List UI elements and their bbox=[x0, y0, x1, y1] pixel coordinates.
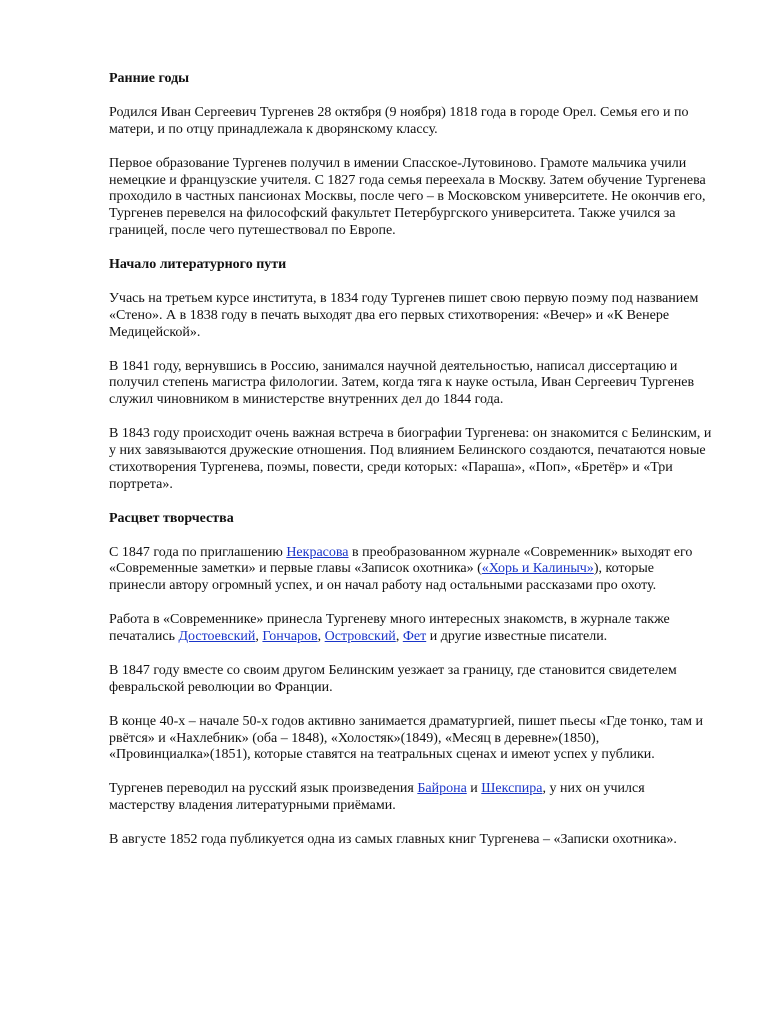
paragraph: В 1847 году вместе со своим другом Белинским уезжает за границу, где становится свидетелем февральской революции во Франции. bbox=[109, 662, 677, 695]
text-run: в преобразованном журнале «Современник» выходят его «Современные заметки» и первые главы «Записок охотника» ( bbox=[109, 544, 693, 577]
link-ostrovsky[interactable]: Островский bbox=[324, 629, 396, 645]
section-heading-early-years: Ранние годы bbox=[109, 71, 190, 86]
document-body bbox=[109, 71, 712, 866]
paragraph bbox=[109, 545, 712, 596]
text-run: , bbox=[395, 629, 403, 645]
link-shakespeare[interactable]: Шекспира bbox=[481, 781, 543, 797]
section-heading-literary-start: Начало литературного пути bbox=[109, 257, 287, 273]
section-heading-heyday: Расцвет творчества bbox=[109, 510, 234, 526]
link-byron[interactable]: Байрона bbox=[417, 781, 467, 797]
paragraph: В августе 1852 года публикуется одна из самых главных книг Тургенева – «Записки охотника». bbox=[109, 831, 677, 847]
link-dostoevsky[interactable]: Достоевский bbox=[178, 629, 256, 645]
text-run: Работа в «Современнике» принесла Тургеневу много интересных знакомств, в журнале также печатались bbox=[109, 612, 670, 645]
paragraph: Родился Иван Сергеевич Тургенев 28 октября (9 ноября) 1818 года в городе Орел. Семья его и по матери, и по отцу принадлежала к дворянскому классу. bbox=[109, 104, 689, 137]
text-run: и другие известные писатели. bbox=[426, 629, 608, 645]
paragraph: Учась на третьем курсе института, в 1834 году Тургенев пишет свою первую поэму под названием «Стено». А в 1838 году в печать выходят два его первых стихотворения: «Вечер» и «К Венере Медицейской». bbox=[109, 290, 699, 340]
text-run: ), которые принесли автору огромный успех, и он начал работу над остальными рассказами про охоту. bbox=[109, 561, 657, 594]
paragraph: В конце 40-х – начале 50-х годов активно занимается драматургией, пишет пьесы «Где тонко, там и рвётся» и «Нахлебник» (оба – 1848), «Холостяк»(1849), «Месяц в деревне»(1850), «Провинциалка»(1851), которые ставятся на театральных сценах и имеют успех у публики. bbox=[109, 713, 704, 763]
text-run: Тургенев переводил на русский язык произведения bbox=[109, 781, 418, 797]
text-run: , у них он учился мастерству владения литературными приёмами. bbox=[109, 781, 645, 814]
text-run: , bbox=[255, 629, 263, 645]
link-fet[interactable]: Фет bbox=[402, 629, 427, 645]
link-nekrasov[interactable]: Некрасова bbox=[286, 544, 349, 560]
paragraph: Первое образование Тургенев получил в имении Спасское-Лутовиново. Грамоте мальчика учили немецкие и французские учителя. С 1827 года семья переехала в Москву. Затем обучение Тургенева проходило в частных пансионах Москвы, после чего – в Московском университете. Не окончив его, Тургенев перевелся на философский факультет Петербургского университета. Также учился за границей, после чего путешествовал по Европе. bbox=[109, 155, 706, 239]
text-run: , bbox=[317, 629, 325, 645]
paragraph bbox=[109, 612, 712, 646]
text-run: С 1847 года по приглашению bbox=[109, 544, 287, 560]
paragraph: В 1841 году, вернувшись в Россию, занимался научной деятельностью, написал диссертацию и получил степень магистра филологии. Затем, когда тяга к науке остыла, Иван Сергеевич Тургенев служил чиновником в министерстве внутренних дел до 1844 года. bbox=[109, 358, 695, 408]
paragraph bbox=[109, 781, 712, 815]
paragraph: В 1843 году происходит очень важная встреча в биографии Тургенева: он знакомится с Белинским, и у них завязываются дружеские отношения. Под влиянием Белинского создаются, печатаются новые стихотворения Тургенева, поэмы, повести, среди которых: «Параша», «Поп», «Бретёр» и «Три портрета». bbox=[109, 426, 712, 492]
link-goncharov[interactable]: Гончаров bbox=[262, 629, 318, 645]
text-run: и bbox=[466, 781, 482, 797]
link-khor-i-kalinych[interactable]: «Хорь и Калиныч» bbox=[481, 561, 594, 577]
